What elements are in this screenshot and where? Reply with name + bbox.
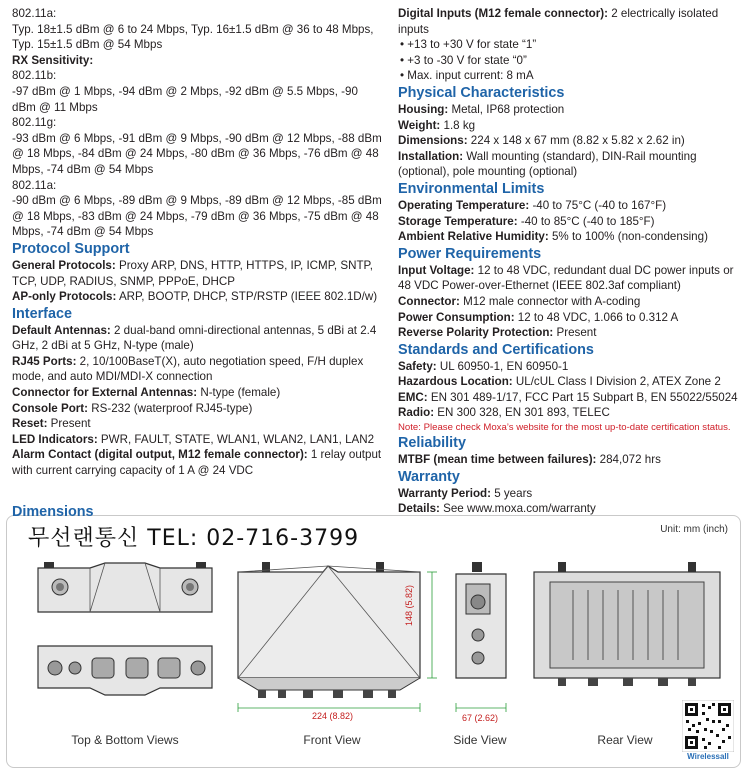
led-indicators: LED Indicators: PWR, FAULT, STATE, WLAN1, WLAN2, LAN1, LAN2 (12, 432, 375, 446)
wlan-a-rx-text: -90 dBm @ 6 Mbps, -89 dBm @ 9 Mbps, -89 dBm @ 12 Mbps, -85 dBm @ 18 Mbps, -83 dBm @ 24 Mbps, -79 dBm @ 36 Mbps, -75 dBm @ 48 Mbps, -74 dBm @ 54 Mbps (12, 194, 382, 239)
rx-sensitivity-label: RX Sensitivity: (12, 53, 94, 67)
reset: Reset: Present (12, 417, 91, 431)
depth-dimension-label: 67 (2.62) (462, 713, 499, 723)
warranty-period: Warranty Period: 5 years (398, 486, 533, 500)
humidity: Ambient Relative Humidity: 5% to 100% (non-condensing) (398, 230, 708, 244)
rear-view-drawing (528, 560, 728, 710)
qr-code-icon (682, 700, 734, 752)
connector: Connector: M12 male connector with A-coding (398, 294, 641, 308)
storage-temperature: Storage Temperature: -40 to 85°C (-40 to 185°F) (398, 214, 655, 228)
physical-heading: Physical Characteristics (398, 84, 565, 101)
warranty-details: Details: See www.moxa.com/warranty (398, 502, 596, 516)
dimensions-spec: Dimensions: 224 x 148 x 67 mm (8.82 x 5.82 x 2.62 in) (398, 134, 685, 148)
warranty-heading: Warranty (398, 468, 460, 485)
digital-inputs: Digital Inputs (M12 female connector): 2 electrically isolated inputs (398, 7, 719, 36)
operating-temperature: Operating Temperature: -40 to 75°C (-40 to 167°F) (398, 198, 667, 212)
side-view-drawing (448, 560, 518, 725)
reverse-polarity: Reverse Polarity Protection: Present (398, 326, 597, 340)
wlan-a-tx-label: 802.11a: (12, 7, 57, 20)
power-consumption: Power Consumption: 12 to 48 VDC, 1.066 to 0.312 A (398, 310, 679, 324)
safety: Safety: UL 60950-1, EN 60950-1 (398, 359, 569, 373)
phone-banner: 무선랜통신 TEL: 02-716-3799 (28, 526, 360, 551)
digital-input-bullet: • +3 to -30 V for state “0” (400, 53, 527, 67)
caption-top-bottom: Top & Bottom Views (71, 733, 179, 747)
wlan-b-text: -97 dBm @ 1 Mbps, -94 dBm @ 2 Mbps, -92 dBm @ 5.5 Mbps, -90 dBm @ 11 Mbps (12, 84, 358, 114)
emc: EMC: EN 301 489-1/17, FCC Part 15 Subpart B, EN 55022/55024 (398, 390, 738, 404)
bottom-view-drawing (30, 640, 220, 700)
installation: Installation: Wall mounting (standard), DIN-Rail mounting (optional), pole mounting (optional) (398, 149, 697, 179)
top-view-drawing (30, 560, 220, 620)
default-antennas: Default Antennas: 2 dual-band omni-directional antennas, 5 dBi at 2.4 GHz, 2 dBi at 5 GHz, N-type (male) (12, 323, 377, 353)
interface-heading: Interface (12, 305, 72, 322)
unit-label: Unit: mm (inch) (660, 524, 728, 535)
weight: Weight: 1.8 kg (398, 118, 476, 132)
environmental-heading: Environmental Limits (398, 180, 545, 197)
console-port: Console Port: RS-232 (waterproof RJ45-type) (12, 401, 253, 415)
height-dimension-label: 148 (5.82) (404, 584, 414, 626)
caption-front: Front View (303, 733, 361, 747)
ap-only-protocols: AP-only Protocols: ARP, BOOTP, DHCP, STP/RSTP (IEEE 802.1D/w) (12, 290, 378, 304)
digital-input-bullet: • Max. input current: 8 mA (400, 69, 534, 83)
housing: Housing: Metal, IP68 protection (398, 102, 565, 116)
alarm-contact: Alarm Contact (digital output, M12 female connector): 1 relay output with current carrying capacity of 1 A @ 24 VDC (12, 448, 382, 478)
qr-logo-text: Wirelessall (687, 752, 729, 761)
width-dimension-label: 224 (8.82) (312, 711, 354, 721)
wlan-a-tx-text: Typ. 18±1.5 dBm @ 6 to 24 Mbps, Typ. 16±1.5 dBm @ 36 to 48 Mbps, Typ. 15±1.5 dBm @ 54 Mbps (12, 22, 374, 52)
caption-rear: Rear View (597, 733, 653, 747)
protocol-support-heading: Protocol Support (12, 240, 130, 257)
wlan-a-rx-label: 802.11a: (12, 178, 57, 192)
external-antenna-connector: Connector for External Antennas: N-type (female) (12, 386, 281, 400)
standards-heading: Standards and Certifications (398, 341, 594, 358)
dimensions-heading: Dimensions (12, 504, 94, 520)
mtbf: MTBF (mean time between failures): 284,072 hrs (398, 453, 661, 467)
wlan-g-label: 802.11g: (12, 116, 57, 130)
left-spec-column (12, 6, 382, 479)
digital-input-bullet: • +13 to +30 V for state “1” (400, 38, 537, 52)
hazardous-location: Hazardous Location: UL/cUL Class I Division 2, ATEX Zone 2 (398, 375, 721, 389)
power-heading: Power Requirements (398, 245, 542, 262)
reliability-heading: Reliability (398, 435, 466, 452)
general-protocols: General Protocols: Proxy ARP, DNS, HTTP, HTTPS, IP, ICMP, SNTP, TCP, UDP, RADIUS, SNMP, PPPoE, DHCP (12, 258, 374, 288)
wlan-b-label: 802.11b: (12, 69, 57, 83)
input-voltage: Input Voltage: 12 to 48 VDC, redundant dual DC power inputs or 48 VDC Power-over-Ethernet (IEEE 802.3af compliant) (398, 263, 734, 293)
wlan-g-text: -93 dBm @ 6 Mbps, -91 dBm @ 9 Mbps, -90 dBm @ 12 Mbps, -88 dBm @ 18 Mbps, -84 dBm @ 24 Mbps, -80 dBm @ 36 Mbps, -76 dBm @ 48 Mbps, -74 dBm @ 54 Mbps (12, 131, 382, 176)
caption-side: Side View (453, 733, 507, 747)
right-spec-column (398, 6, 738, 517)
rj45-ports: RJ45 Ports: 2, 10/100BaseT(X), auto negotiation speed, F/H duplex mode, and auto MDI/MDI-X connection (12, 354, 364, 384)
certification-note: Note: Please check Moxa’s website for the most up-to-date certification status. (398, 422, 731, 434)
radio: Radio: EN 300 328, EN 301 893, TELEC (398, 406, 610, 420)
